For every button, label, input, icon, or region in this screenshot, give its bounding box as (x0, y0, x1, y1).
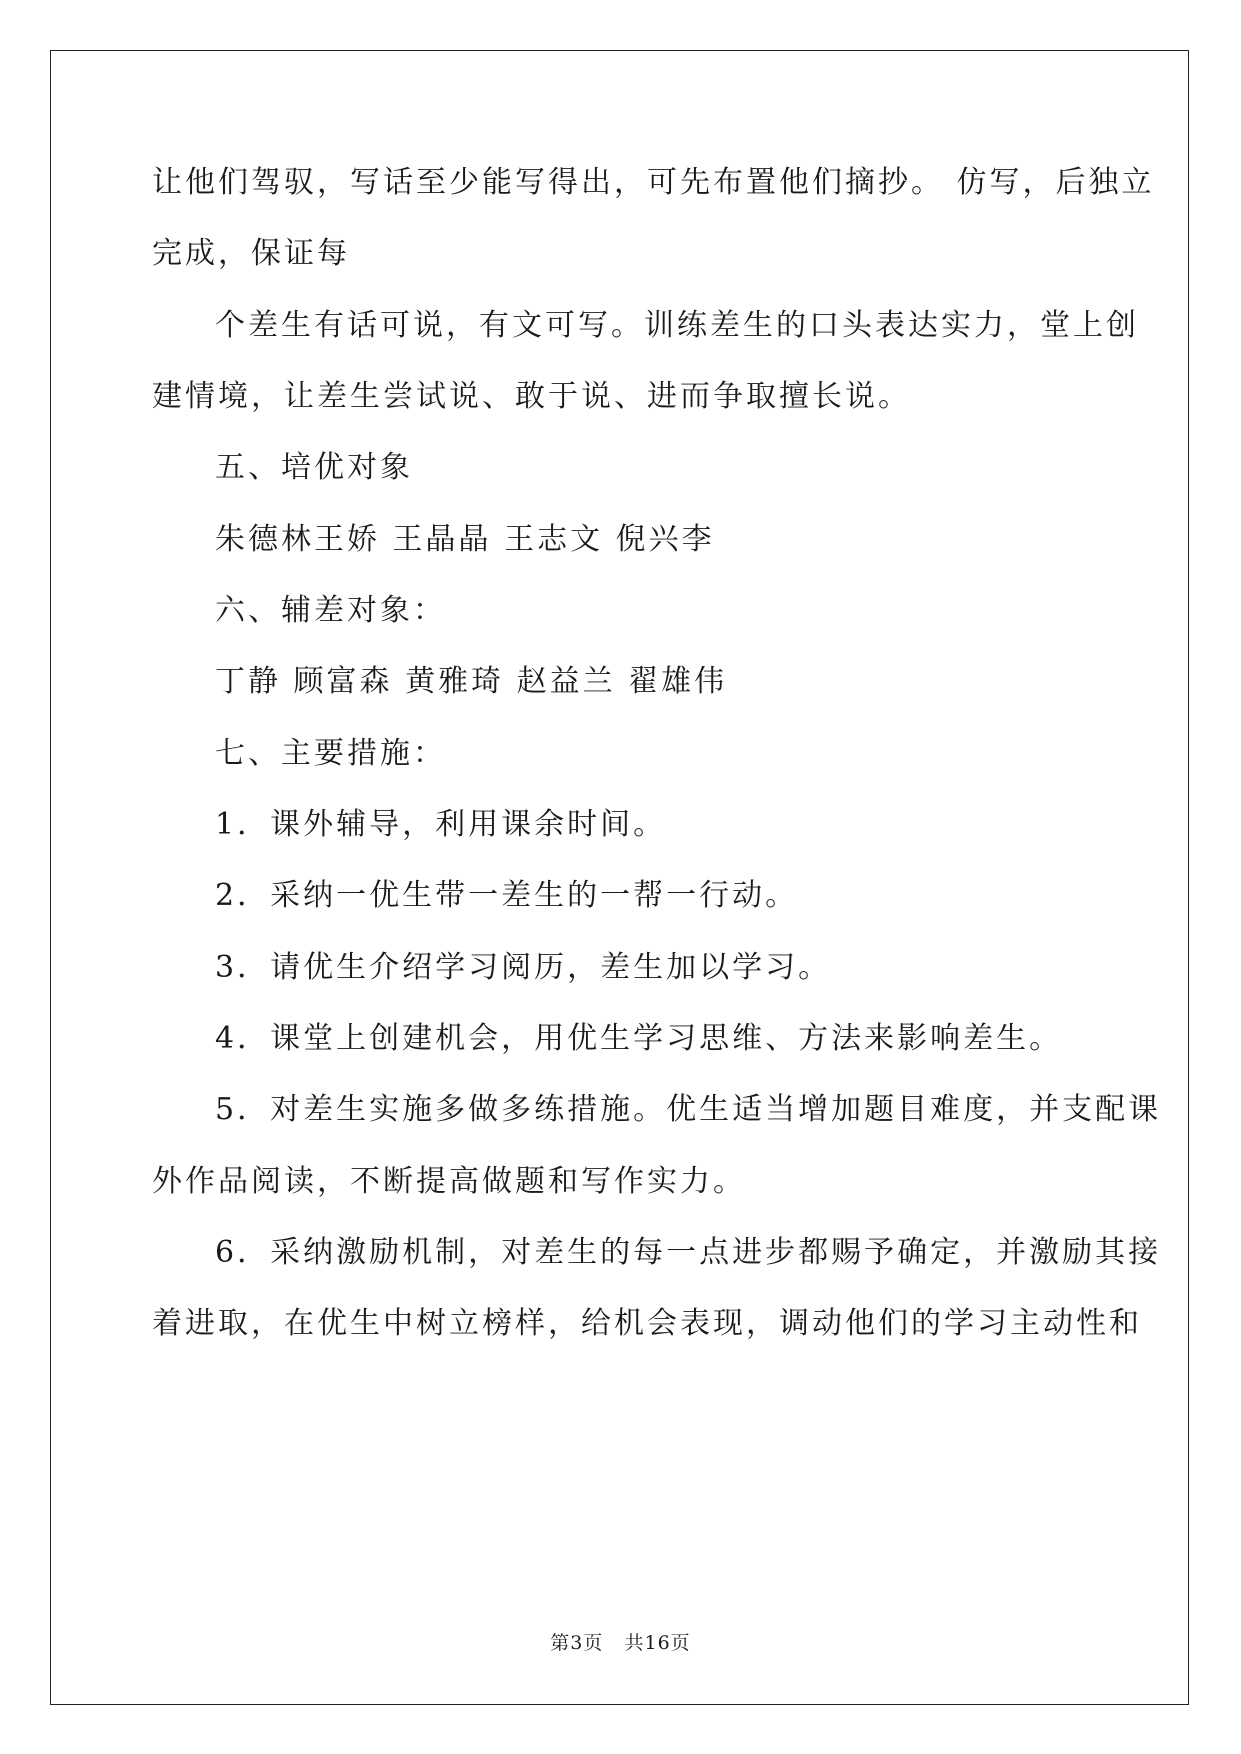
section-heading: 七、主要措施： (215, 736, 446, 771)
name-list: 丁静 顾富森 黄雅琦 赵益兰 翟雄伟 (215, 664, 728, 699)
section-heading: 五、培优对象 (215, 450, 413, 485)
list-item: 4．课堂上创建机会，用优生学习思维、方法来影响差生。 (215, 1021, 1063, 1056)
list-item-continuation: 着进取，在优生中树立榜样，给机会表现，调动他们的学习主动性和 (152, 1306, 1142, 1341)
list-item: 3．请优生介绍学习阅历，差生加以学习。 (215, 950, 832, 985)
list-item: 6．采纳激励机制，对差生的每一点进步都赐予确定，并激励其接 (215, 1235, 1162, 1270)
list-item: 2．采纳一优生带一差生的一帮一行动。 (215, 878, 799, 913)
paragraph-line: 建情境，让差生尝试说、敢于说、进而争取擅长说。 (152, 379, 911, 414)
list-item: 1．课外辅导，利用课余时间。 (215, 807, 667, 842)
paragraph-line: 让他们驾驭，写话至少能写得出，可先布置他们摘抄。 仿写，后独立 (152, 165, 1155, 200)
paragraph-line: 完成，保证每 (152, 236, 350, 271)
section-heading: 六、辅差对象： (215, 593, 446, 628)
name-list: 朱德林王娇 王晶晶 王志文 倪兴李 (215, 522, 715, 557)
list-item-continuation: 外作品阅读，不断提高做题和写作实力。 (152, 1164, 746, 1199)
paragraph-line: 个差生有话可说，有文可写。训练差生的口头表达实力，堂上创 (215, 308, 1139, 343)
page-footer: 第3页 共16页 (550, 1632, 691, 1654)
list-item: 5．对差生实施多做多练措施。优生适当增加题目难度，并支配课 (215, 1092, 1162, 1127)
